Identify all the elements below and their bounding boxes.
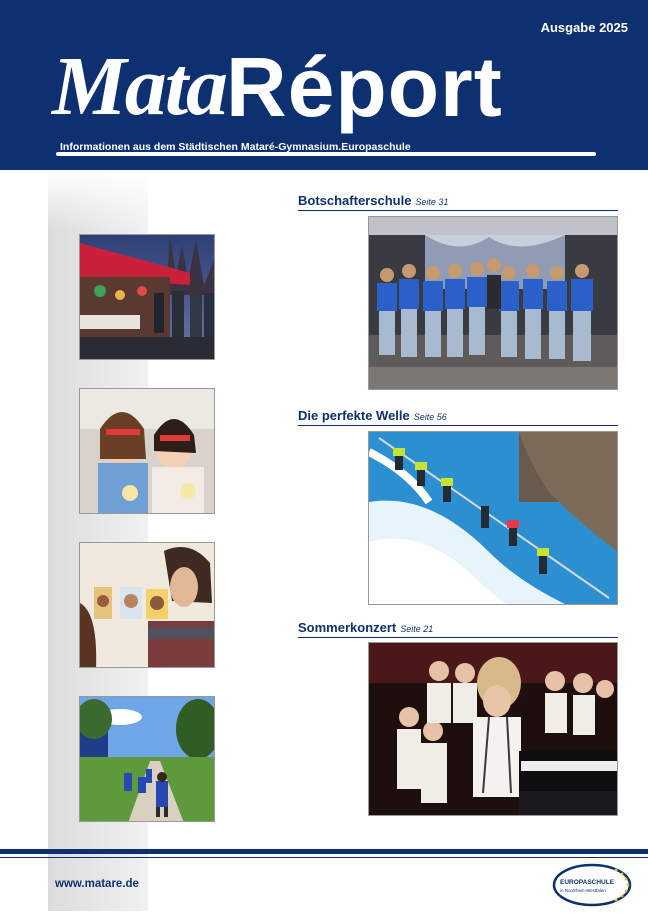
footer-rule: [0, 849, 648, 854]
story-title-sommerkonzert[interactable]: [298, 620, 618, 638]
photo-botschafterschule-group: [368, 216, 618, 390]
story-page-ref: Seite 56: [413, 412, 447, 422]
story-title-text: Die perfekte Welle: [298, 408, 410, 423]
europaschule-badge: [552, 862, 632, 908]
masthead-logo: [52, 32, 503, 142]
issue-label: Ausgabe 2025: [540, 20, 628, 35]
photo-summer-concert: [368, 642, 618, 816]
story-title-perfekte-welle[interactable]: [298, 408, 618, 426]
story-page-ref: Seite 31: [415, 197, 449, 207]
story-page-ref: Seite 21: [400, 624, 434, 634]
story-title-text: Sommerkonzert: [298, 620, 397, 635]
thumbnail-christmas-market: [79, 234, 215, 360]
logo-text-part3: rt: [440, 40, 503, 134]
website-link[interactable]: www.matare.de: [55, 878, 139, 890]
badge-title: EUROPASCHULE: [560, 879, 615, 886]
story-title-botschafterschule[interactable]: [298, 193, 618, 211]
footer-rule-thin: [0, 857, 648, 858]
masthead: [0, 0, 648, 170]
thumbnail-girls-experiment: [79, 388, 215, 514]
logo-text-part2: Répo: [226, 40, 441, 134]
masthead-subtitle: Informationen aus dem Städtischen Mataré-Gymnasium.Europaschule: [60, 141, 411, 153]
badge-subtitle: in Nordrhein-Westfalen: [560, 888, 606, 893]
thumbnail-art-exhibition: [79, 542, 215, 668]
thumbnail-kids-walking: [79, 696, 215, 822]
story-title-text: Botschafterschule: [298, 193, 412, 208]
logo-text-part1: Mata: [52, 40, 227, 133]
photo-surf-wave: [368, 431, 618, 605]
side-band-fade: [48, 170, 148, 230]
